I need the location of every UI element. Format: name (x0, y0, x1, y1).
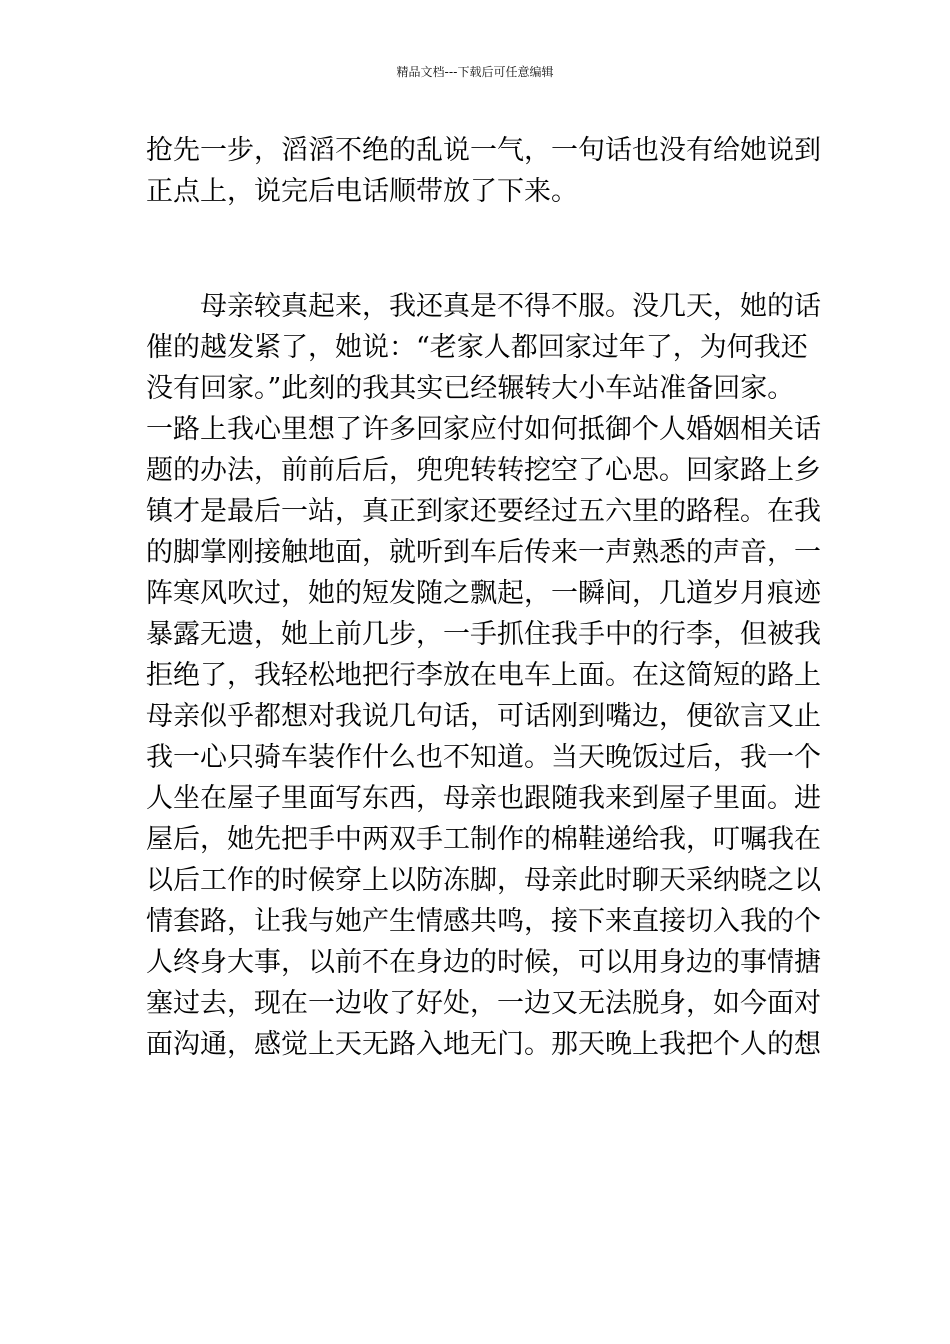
page-header: 精品文档---下载后可任意编辑 (396, 65, 554, 79)
text-line: 母亲似乎都想对我说几句话，可话刚到嘴边，便欲言又止 (146, 701, 821, 732)
text-line: 我一心只骑车装作什么也不知道。当天晚饭过后，我一个 (146, 742, 821, 773)
paragraph-1 (146, 130, 821, 212)
text-line: 暴露无遗，她上前几步，一手抓住我手中的行李，但被我 (146, 619, 821, 650)
text-line: 抢先一步，滔滔不绝的乱说一气，一句话也没有给她说到 (146, 135, 821, 166)
text-line: 塞过去，现在一边收了好处，一边又无法脱身，如今面对 (146, 988, 821, 1019)
text-line: 人坐在屋子里面写东西，母亲也跟随我来到屋子里面。进 (146, 783, 821, 814)
text-line: 催的越发紧了，她说：“老家人都回家过年了，为何我还 (146, 332, 808, 363)
text-line: 一路上我心里想了许多回家应付如何抵御个人婚姻相关话 (146, 414, 821, 445)
text-line: 镇才是最后一站，真正到家还要经过五六里的路程。在我 (146, 496, 821, 527)
text-line: 面沟通，感觉上天无路入地无门。那天晚上我把个人的想 (146, 1029, 821, 1060)
text-line: 正点上，说完后电话顺带放了下来。 (146, 176, 578, 207)
text-line: 题的办法，前前后后，兜兜转转挖空了心思。回家路上乡 (146, 455, 821, 486)
text-line: 拒绝了，我轻松地把行李放在电车上面。在这简短的路上 (146, 660, 821, 691)
document-body (146, 130, 821, 1065)
paragraph-2 (146, 286, 821, 1065)
text-line: 的脚掌刚接触地面，就听到车后传来一声熟悉的声音，一 (146, 537, 821, 568)
text-line: 母亲较真起来，我还真是不得不服。没几天，她的话 (146, 291, 821, 322)
text-line: 人终身大事，以前不在身边的时候，可以用身边的事情搪 (146, 947, 821, 978)
text-line: 屋后，她先把手中两双手工制作的棉鞋递给我，叮嘱我在 (146, 824, 821, 855)
text-line: 情套路，让我与她产生情感共鸣，接下来直接切入我的个 (146, 906, 821, 937)
text-line: 没有回家。”此刻的我其实已经辗转大小车站准备回家。 (146, 373, 795, 404)
text-line: 以后工作的时候穿上以防冻脚，母亲此时聊天采纳晓之以 (146, 865, 821, 896)
text-line: 阵寒风吹过，她的短发随之飘起，一瞬间，几道岁月痕迹 (146, 578, 821, 609)
